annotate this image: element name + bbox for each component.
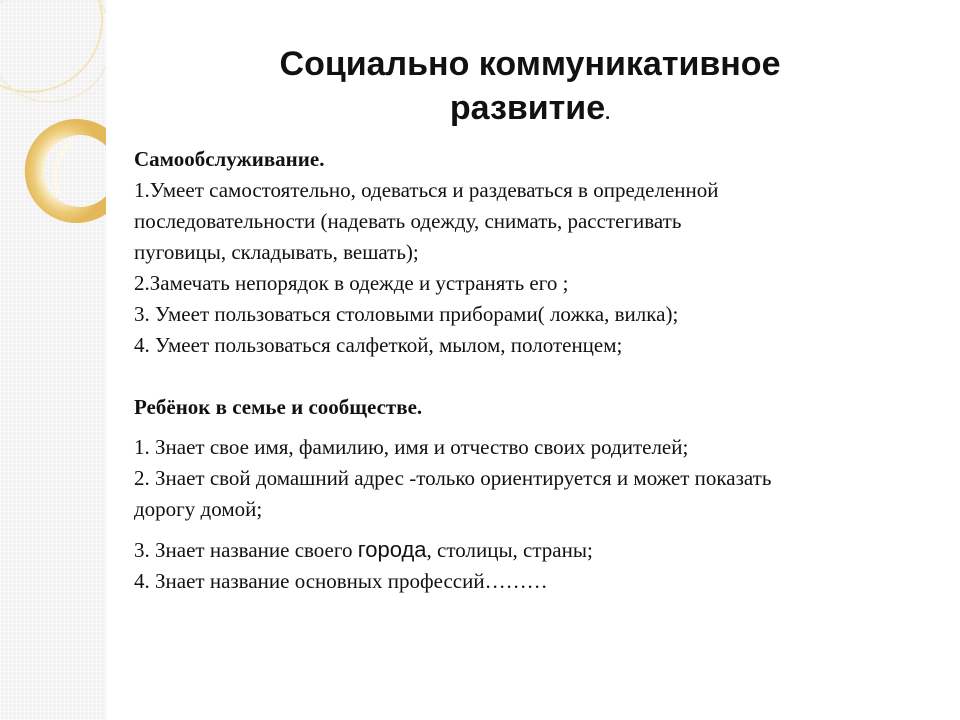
section-heading-family-community: Ребёнок в семье и сообществе. (134, 395, 423, 419)
slide-title-line-2: развитие (449, 89, 606, 127)
list-item: 2.Замечать непорядок в одежде и устранять его ; (134, 271, 569, 295)
list-item: 3. Умеет пользоваться столовыми приборами( ложка, вилка); (134, 302, 679, 326)
ring-highlight (55, 142, 72, 192)
thin-ring-outline (0, 0, 102, 92)
section-spacer (134, 361, 949, 392)
decorative-side-panel (0, 0, 106, 720)
slide-title-line-1: Социально коммуникативное (279, 45, 781, 83)
item-spacer (134, 525, 949, 534)
list-item: 2. Знает свой домашний адрес -только ориентируется и может показать (134, 466, 772, 490)
list-item: 4. Умеет пользоваться салфеткой, мылом, полотенцем; (134, 333, 623, 357)
list-item: дорогу домой; (134, 497, 263, 521)
list-item: 1. Знает свое имя, фамилию, имя и отчество своих родителей; (134, 435, 689, 459)
list-item: 4. Знает название основных профессий……… (134, 569, 548, 593)
list-item-city (134, 534, 949, 566)
thin-ring-outline-2 (0, 0, 106, 102)
list-item: пуговицы, складывать, вешать); (134, 240, 419, 264)
slide-title (180, 42, 880, 135)
item3-after: , столицы, страны; (426, 538, 593, 562)
title-end-mark: . (605, 103, 611, 123)
item3-before: 3. Знает название своего (134, 538, 358, 562)
list-item: 1.Умеет самостоятельно, одеваться и раздеваться в определенной (134, 178, 719, 202)
item3-emphasis: города (357, 537, 427, 562)
slide-body (134, 144, 949, 597)
section-heading-self-service: Самообслуживание. (134, 147, 325, 171)
gold-ring-icon (25, 119, 106, 223)
list-item: последовательности (надевать одежду, снимать, расстегивать (134, 209, 682, 233)
decorative-rings-graphic (0, 0, 106, 720)
heading-spacer (134, 423, 949, 432)
